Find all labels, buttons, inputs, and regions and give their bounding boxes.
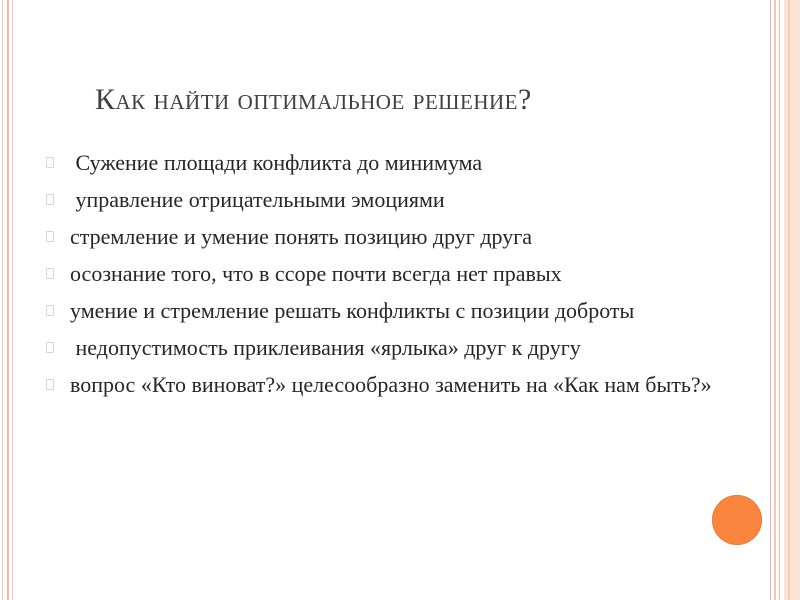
- right-border-band: [784, 0, 800, 600]
- list-item: [44, 148, 734, 178]
- left-border-line: [12, 0, 13, 600]
- list-item-text: вопрос «Кто виноват?» целесообразно заменить на «Как нам быть?»: [70, 372, 712, 397]
- slide-title: Как найти оптимальное решение?: [95, 83, 532, 116]
- right-border-line: [774, 0, 776, 600]
- list-item-text: стремление и умение понять позицию друг друга: [70, 224, 533, 249]
- square-bullet-icon: [46, 342, 54, 353]
- bullet-list: [44, 148, 734, 407]
- list-item: [44, 370, 734, 400]
- list-item: [44, 333, 734, 363]
- left-border-line: [7, 0, 9, 600]
- right-border-line: [788, 0, 790, 600]
- square-bullet-icon: [46, 268, 54, 279]
- square-bullet-icon: [46, 305, 54, 316]
- left-border-line: [2, 0, 3, 600]
- right-border-line: [779, 0, 780, 600]
- square-bullet-icon: [46, 231, 54, 242]
- orange-circle-decoration: [712, 495, 762, 545]
- list-item-text: управление отрицательными эмоциями: [70, 187, 445, 212]
- square-bullet-icon: [46, 379, 54, 390]
- list-item: [44, 222, 734, 252]
- square-bullet-icon: [46, 194, 54, 205]
- list-item-text: умение и стремление решать конфликты с позиции доброты: [70, 298, 635, 323]
- list-item-text: осознание того, что в ссоре почти всегда нет правых: [70, 261, 562, 286]
- list-item-text: недопустимость приклеивания «ярлыка» друг к другу: [70, 335, 581, 360]
- right-border-line: [770, 0, 771, 600]
- list-item: [44, 296, 734, 326]
- square-bullet-icon: [46, 157, 54, 168]
- list-item: [44, 185, 734, 215]
- list-item: [44, 259, 734, 289]
- list-item-text: Сужение площади конфликта до минимума: [70, 150, 483, 175]
